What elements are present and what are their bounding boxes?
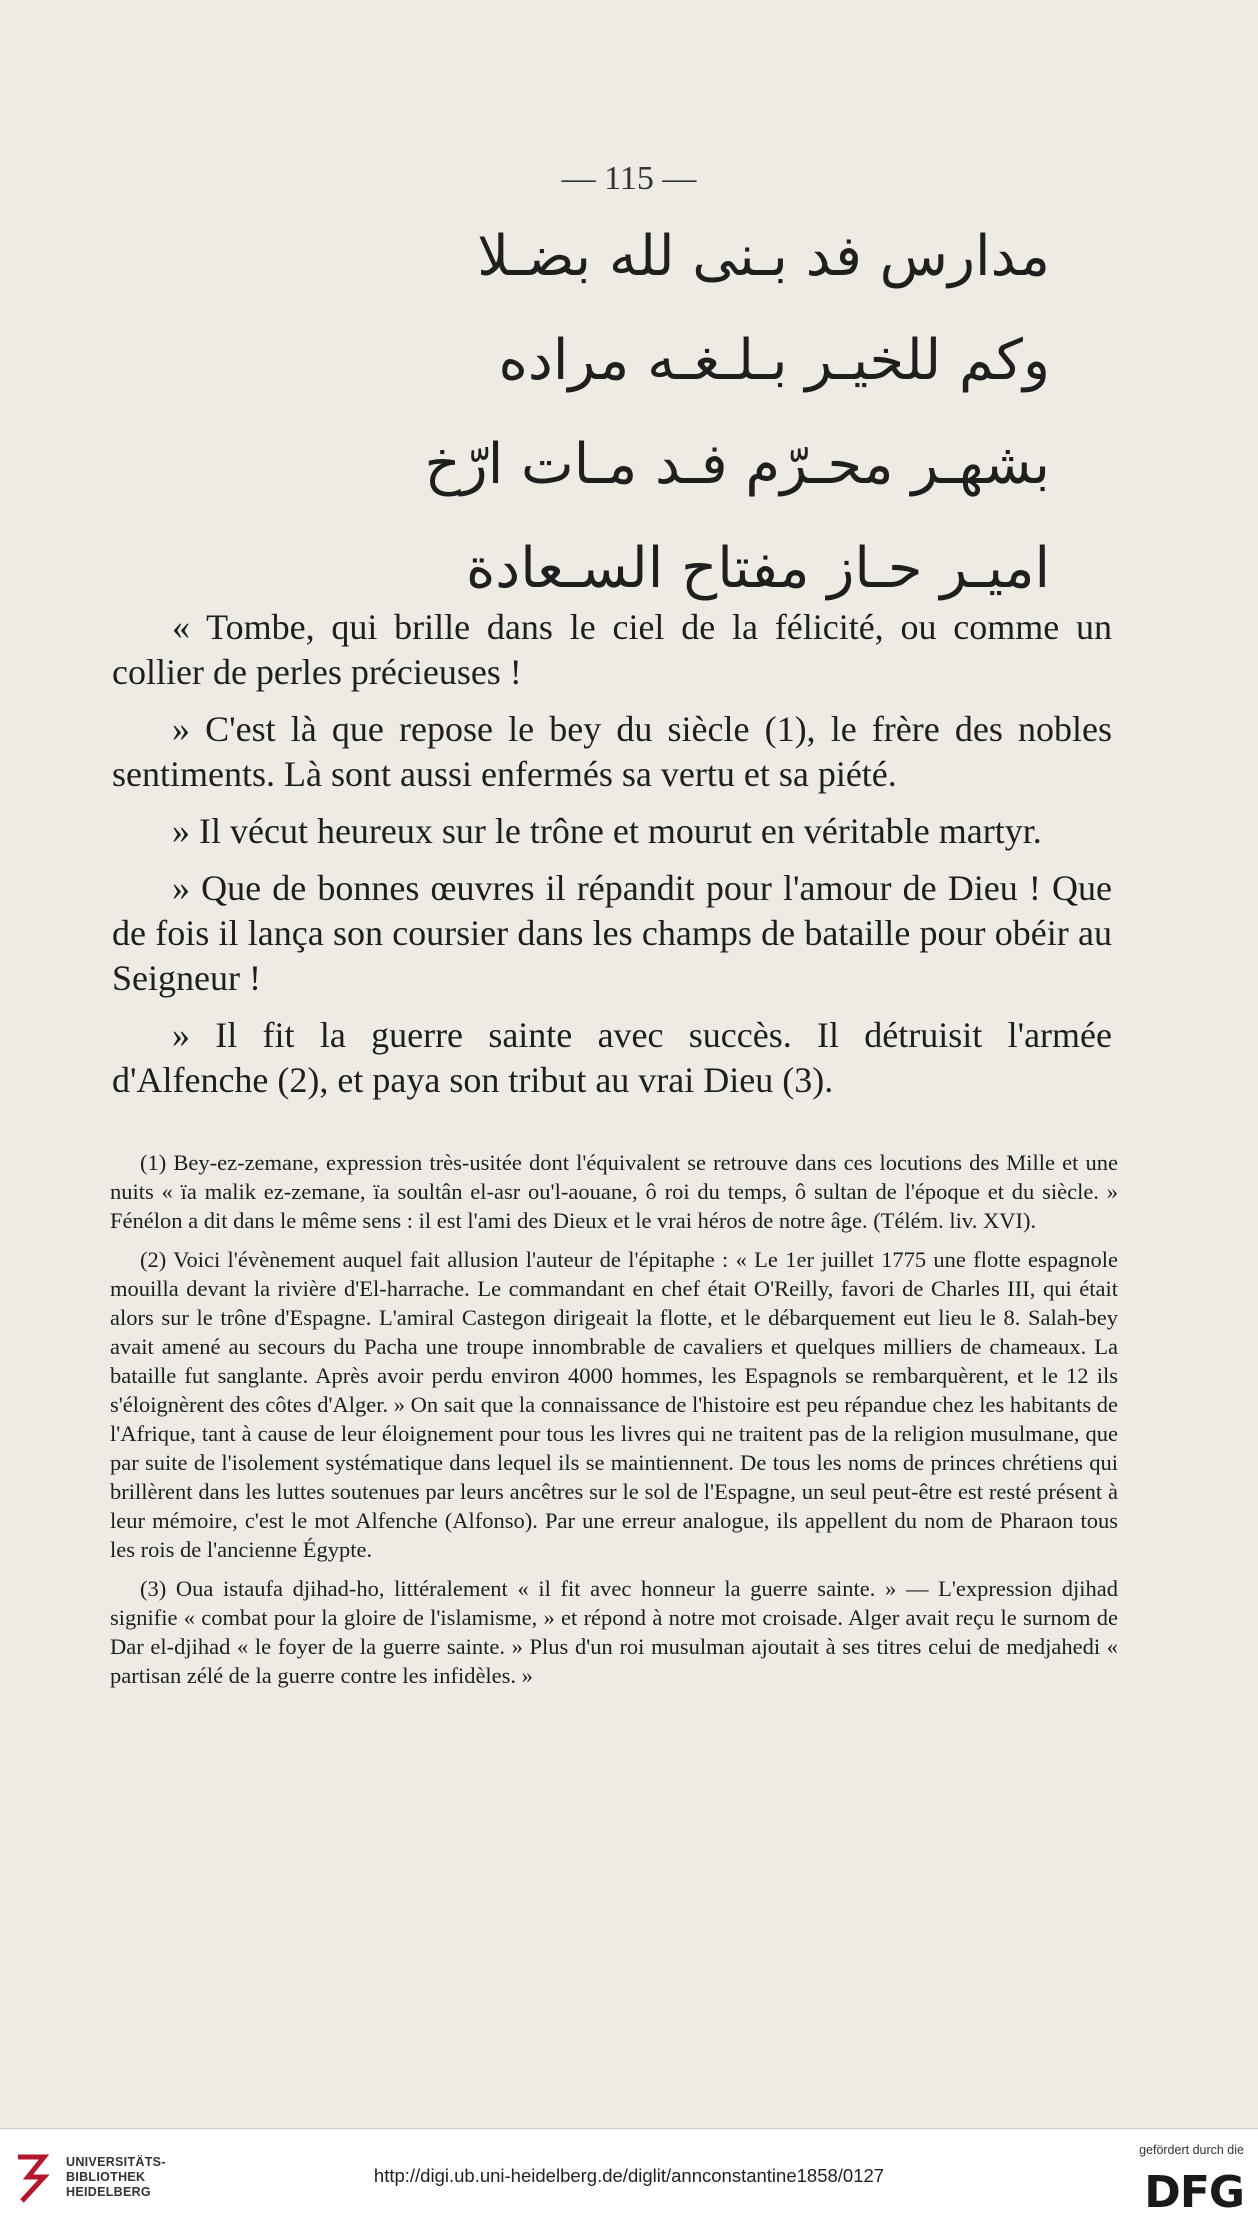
arabic-verse-2: وكم للخيـر بـلـغـه مراده [498,328,1050,393]
page-number: — 115 — [561,160,697,197]
paragraph: » Il fit la guerre sainte avec succès. Il détruisit l'armée d'Alfenche (2), et paya son tribut au vrai Dieu (3). [112,1015,1112,1100]
translation-text [112,605,1112,1115]
arabic-verse-1: مدارس فد بـنى لله بضـلا [477,224,1050,289]
paragraph: » C'est là que repose le bey du siècle (1), le frère des nobles sentiments. Là sont aussi enfermés sa vertu et sa piété. [112,709,1112,794]
footnotes [110,1148,1118,1700]
funded-by-label: gefördert durch die [1139,2143,1244,2157]
viewer-footer [0,2128,1258,2223]
dfg-logo: DFG [1144,2167,1244,2218]
paragraph: « Tombe, qui brille dans le ciel de la félicité, ou comme un collier de perles précieuses ! [112,607,1112,692]
footnote-2: (2) Voici l'évènement auquel fait allusion l'auteur de l'épitaphe : « Le 1er juillet 1775 une flotte espagnole mouilla devant la rivière d'El-harrache. Le commandant en chef était O'Reilly, favori de Charles III, qui était alors sur le trône d'Espagne. L'amiral Castegon dirigeait la flotte, et le débarquement eut lieu le 8. Salah-bey avait amené au secours du Pacha une troupe innombrable de cavaliers et quelques milliers de chameaux. La bataille fut sanglante. Après avoir perdu environ 4000 hommes, les Espagnols se rembarquèrent, et le 12 ils s'éloignèrent des côtes d'Alger. » On sait que la connaissance de l'histoire est peu répandue chez les habitants de l'Afrique, tant à cause de leur éloignement pour tous les livres qui ne traitent pas de la religion musulmane, que par suite de l'isolement systématique dans lequel ils se maintiennent. De tous les noms de princes chrétiens qui brillèrent dans les luttes soutenues par leurs ancêtres sur le sol de l'Espagne, un seul peut-être est resté présent à leur mémoire, c'est le mot Alfenche (Alfonso). Par une erreur analogue, ils appellent du nom de Pharaon tous les rois de l'ancienne Égypte. [110,1247,1118,1562]
paragraph: » Il vécut heureux sur le trône et mourut en véritable martyr. [172,811,1042,851]
footnote-1: (1) Bey-ez-zemane, expression très-usitée dont l'équivalent se retrouve dans ces locutions des Mille et une nuits « ïa malik ez-zemane, ïa soultân el-asr ou'l-aouane, ô roi du temps, ô sultan de l'époque et du siècle. » Fénélon a dit dans le même sens : il est l'ami des Dieux et le vrai héros de notre âge. (Télém. liv. XVI). [110,1150,1118,1233]
arabic-verses [290,205,1050,621]
footnote-3: (3) Oua istaufa djihad-ho, littéralement « il fit avec honneur la guerre sainte. » — L'expression djihad signifie « combat pour la gloire de l'islamisme, » et répond à notre mot croisade. Alger avait reçu le surnom de Dar el-djihad « le foyer de la guerre sainte. » Plus d'un roi musulman ajoutait à ses titres celui de medjahedi « partisan zélé de la guerre contre les infidèles. » [110,1576,1118,1688]
library-name: UNIVERSITÄTS- BIBLIOTHEK HEIDELBERG [66,2155,166,2199]
arabic-verse-3: بشهـر محـرّم فـد مـات ارّخ [424,432,1050,497]
arabic-verse-4: اميـر حـاز مفتاح السـعادة [465,536,1050,601]
permalink-url[interactable]: http://digi.ub.uni-heidelberg.de/diglit/annconstantine1858/0127 [373,2165,885,2186]
paragraph: » Que de bonnes œuvres il répandit pour l'amour de Dieu ! Que de fois il lança son coursier dans les champs de bataille pour obéir au Seigneur ! [112,868,1112,998]
